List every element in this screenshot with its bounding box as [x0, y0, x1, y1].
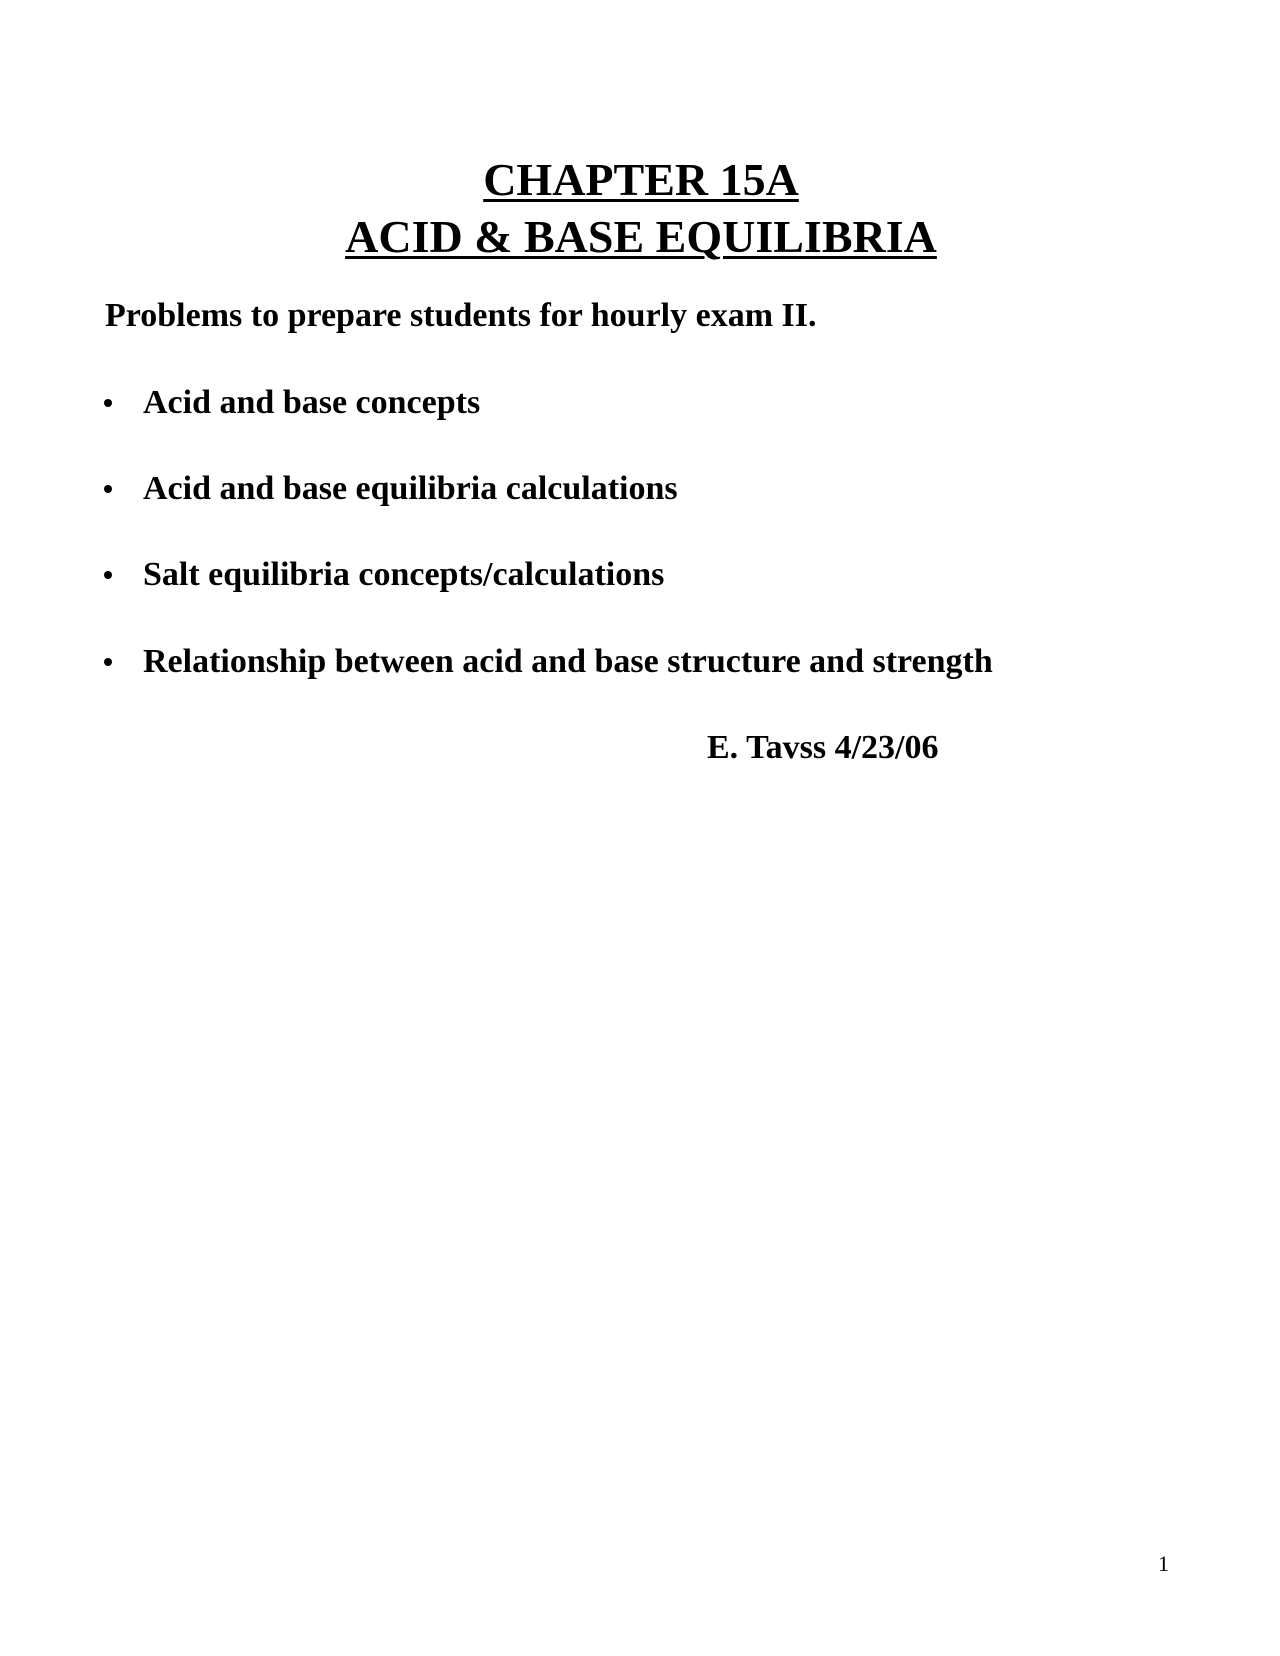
topic-list-item: [104, 645, 1204, 685]
intro-text: Problems to prepare students for hourly exam II.: [105, 297, 817, 334]
topic-list-item: [104, 472, 1204, 512]
topic-label: Acid and base concepts: [143, 384, 481, 421]
topic-list-item: [104, 386, 1204, 426]
topic-list-item: [104, 558, 1204, 598]
page-number: 1: [1158, 1551, 1169, 1576]
chapter-subtitle: ACID & BASE EQUILIBRIA: [345, 211, 937, 262]
chapter-title: CHAPTER 15A: [483, 154, 799, 205]
bullet-icon: [104, 658, 112, 666]
topic-label: Acid and base equilibria calculations: [143, 470, 678, 507]
bullet-icon: [104, 399, 112, 407]
topic-label: Relationship between acid and base structure and strength: [143, 643, 993, 680]
topic-label: Salt equilibria concepts/calculations: [143, 556, 665, 593]
bullet-icon: [104, 485, 112, 493]
bullet-icon: [104, 571, 112, 579]
author-signature: E. Tavss 4/23/06: [707, 729, 939, 766]
